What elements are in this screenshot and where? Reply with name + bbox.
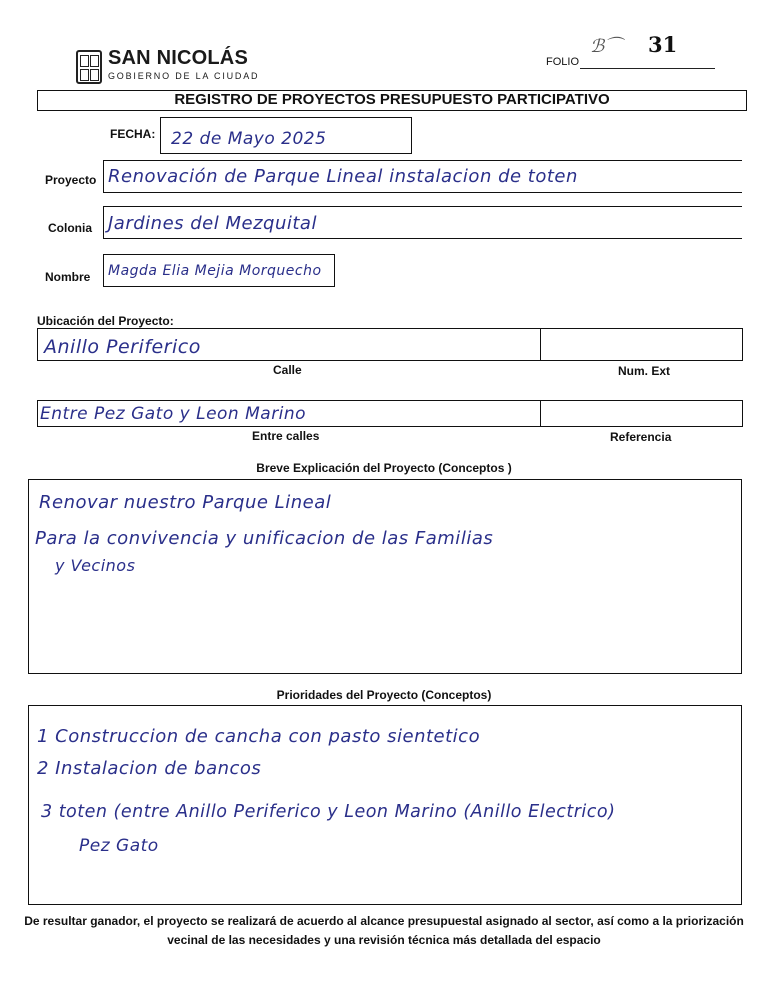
footer-line-1: De resultar ganador, el proyecto se realizará de acuerdo al alcance presupuestal asignado al sector, así como a la priorización	[24, 914, 744, 928]
entre-bottom-line	[37, 426, 743, 427]
fecha-label: FECHA:	[110, 127, 156, 141]
colonia-value[interactable]: Jardines del Mezquital	[108, 213, 317, 234]
logo-title: SAN NICOLÁS	[108, 47, 248, 69]
proyecto-value[interactable]: Renovación de Parque Lineal instalacion de toten	[108, 166, 578, 187]
nombre-label: Nombre	[45, 270, 91, 284]
calle-value[interactable]: Anillo Periferico	[44, 336, 201, 358]
entre-calles-label: Entre calles	[252, 429, 320, 443]
prioridades-box[interactable]	[28, 705, 742, 905]
entre-right-line	[742, 400, 743, 426]
calle-top-line	[37, 328, 743, 329]
calle-label: Calle	[273, 363, 302, 377]
calle-right-line	[742, 328, 743, 360]
calle-left-line	[37, 328, 38, 360]
nombre-value: Magda Elia Mejia Morquecho	[108, 263, 322, 279]
form-title: REGISTRO DE PROYECTOS PRESUPUESTO PARTICIPATIVO	[37, 90, 747, 111]
explicacion-line-1: Renovar nuestro Parque Lineal	[39, 492, 332, 513]
prioridades-label: Prioridades del Proyecto (Conceptos)	[276, 688, 492, 702]
num-ext-label: Num. Ext	[618, 364, 671, 378]
colonia-divider	[103, 206, 104, 238]
proyecto-top-line	[103, 160, 742, 161]
logo-subtitle: GOBIERNO DE LA CIUDAD	[108, 71, 260, 81]
entre-mid-line	[540, 400, 541, 426]
entre-left-line	[37, 400, 38, 426]
folio-scribble: ℬ⌒	[590, 36, 623, 57]
prioridad-line-4: Pez Gato	[79, 836, 159, 856]
folio-label: FOLIO	[546, 56, 580, 68]
explicacion-box[interactable]	[28, 479, 742, 674]
explicacion-line-2: Para la convivencia y unificacion de las Familias	[35, 528, 494, 549]
city-logo-icon	[76, 50, 102, 84]
fecha-value: 22 de Mayo 2025	[171, 129, 327, 149]
explicacion-label: Breve Explicación del Proyecto (Conceptos )	[256, 461, 512, 475]
calle-bottom-line	[37, 360, 743, 361]
proyecto-divider	[103, 160, 104, 192]
footer-line-2: vecinal de las necesidades y una revisión técnica más detallada del espacio	[167, 933, 601, 947]
proyecto-label: Proyecto	[45, 173, 97, 187]
entre-calles-value[interactable]: Entre Pez Gato y Leon Marino	[40, 404, 307, 424]
proyecto-bottom-line	[103, 192, 742, 193]
ubicacion-label: Ubicación del Proyecto:	[37, 314, 174, 328]
calle-mid-line	[540, 328, 541, 360]
explicacion-line-3: y Vecinos	[55, 556, 136, 575]
colonia-bottom-line	[103, 238, 742, 239]
folio-number: 31	[648, 32, 678, 57]
nombre-field[interactable]	[103, 254, 335, 287]
prioridad-line-1: 1 Construccion de cancha con pasto sientetico	[37, 726, 481, 747]
proyecto-extra-line	[103, 206, 742, 207]
folio-line	[580, 68, 715, 69]
prioridad-line-2: 2 Instalacion de bancos	[37, 758, 262, 779]
referencia-label: Referencia	[610, 430, 672, 444]
fecha-field[interactable]	[160, 117, 412, 154]
colonia-label: Colonia	[48, 221, 92, 235]
entre-top-line	[37, 400, 743, 401]
prioridad-line-3: 3 toten (entre Anillo Periferico y Leon Marino (Anillo Electrico)	[41, 802, 616, 822]
